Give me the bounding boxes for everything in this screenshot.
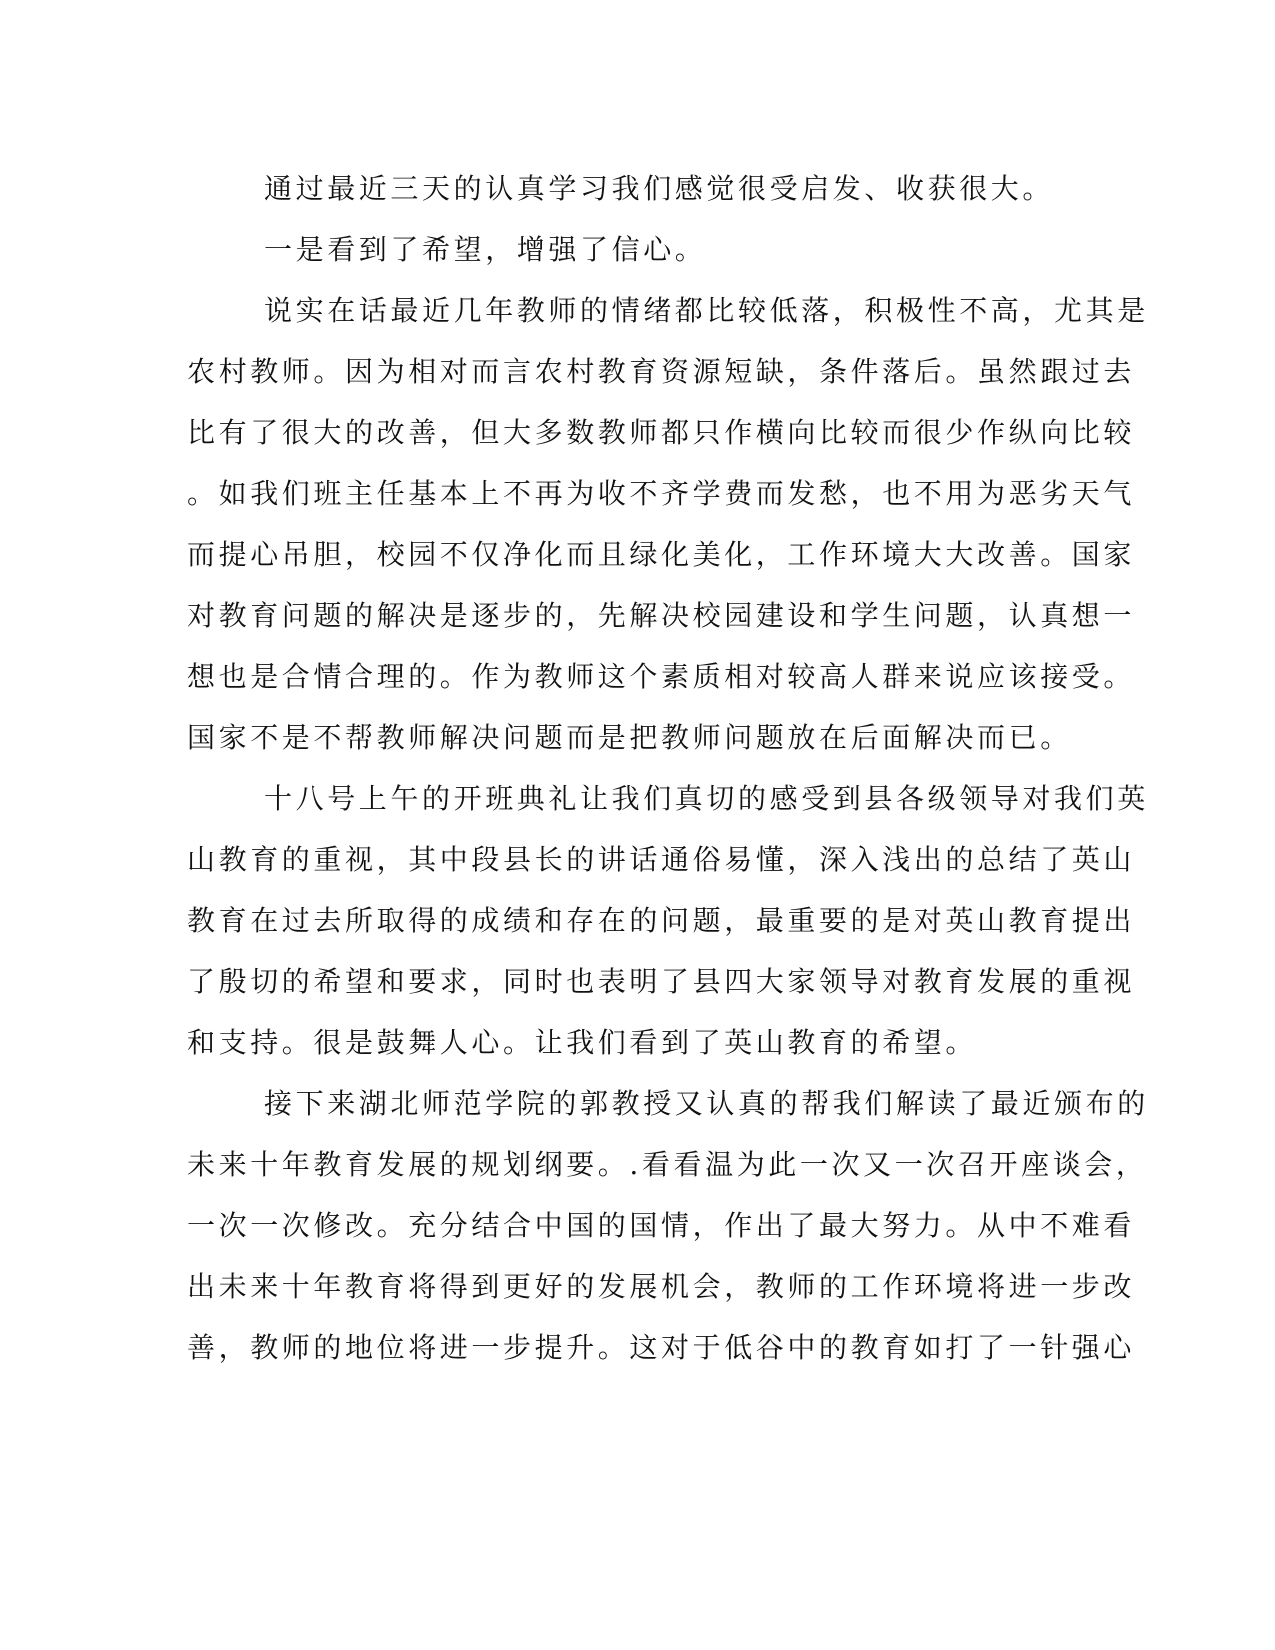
paragraph-line: 对教育问题的解决是逐步的，先解决校园建设和学生问题，认真想一 (187, 599, 1136, 632)
paragraph-line: 未来十年教育发展的规划纲要。.看看温为此一次又一次召开座谈会， (187, 1148, 1148, 1181)
paragraph-line: 想也是合情合理的。作为教师这个素质相对较高人群来说应该接受。 (187, 660, 1136, 693)
paragraph-line: 教育在过去所取得的成绩和存在的问题，最重要的是对英山教育提出 (187, 904, 1136, 937)
paragraph-line: 一次一次修改。充分结合中国的国情，作出了最大努力。从中不难看 (187, 1209, 1136, 1242)
document-body (187, 158, 1149, 1378)
paragraph-line: 而提心吊胆，校园不仅净化而且绿化美化，工作环境大大改善。国家 (187, 538, 1136, 571)
paragraph-line: 。如我们班主任基本上不再为收不齐学费而发愁，也不用为恶劣天气 (187, 477, 1136, 510)
paragraph-first-line: 一是看到了希望，增强了信心。 (264, 233, 707, 266)
paragraph-line: 农村教师。因为相对而言农村教育资源短缺，条件落后。虽然跟过去 (187, 355, 1136, 388)
paragraph-line: 出未来十年教育将得到更好的发展机会，教师的工作环境将进一步改 (187, 1270, 1136, 1303)
paragraph-line: 善，教师的地位将进一步提升。这对于低谷中的教育如打了一针强心 (187, 1331, 1136, 1364)
paragraph-line: 比有了很大的改善，但大多数教师都只作横向比较而很少作纵向比较 (187, 416, 1136, 449)
paragraph-line: 了殷切的希望和要求，同时也表明了县四大家领导对教育发展的重视 (187, 965, 1136, 998)
paragraph-line: 国家不是不帮教师解决问题而是把教师问题放在后面解决而已。 (187, 721, 1072, 754)
paragraph-first-line: 说实在话最近几年教师的情绪都比较低落，积极性不高，尤其是 (264, 294, 1149, 327)
paragraph-first-line: 十八号上午的开班典礼让我们真切的感受到县各级领导对我们英 (264, 782, 1149, 815)
paragraph-line: 山教育的重视，其中段县长的讲话通俗易懂，深入浅出的总结了英山 (187, 843, 1136, 876)
paragraph-first-line: 通过最近三天的认真学习我们感觉很受启发、收获很大。 (264, 172, 1055, 205)
paragraph-line: 和支持。很是鼓舞人心。让我们看到了英山教育的希望。 (187, 1026, 978, 1059)
paragraph-first-line: 接下来湖北师范学院的郭教授又认真的帮我们解读了最近颁布的 (264, 1087, 1149, 1120)
